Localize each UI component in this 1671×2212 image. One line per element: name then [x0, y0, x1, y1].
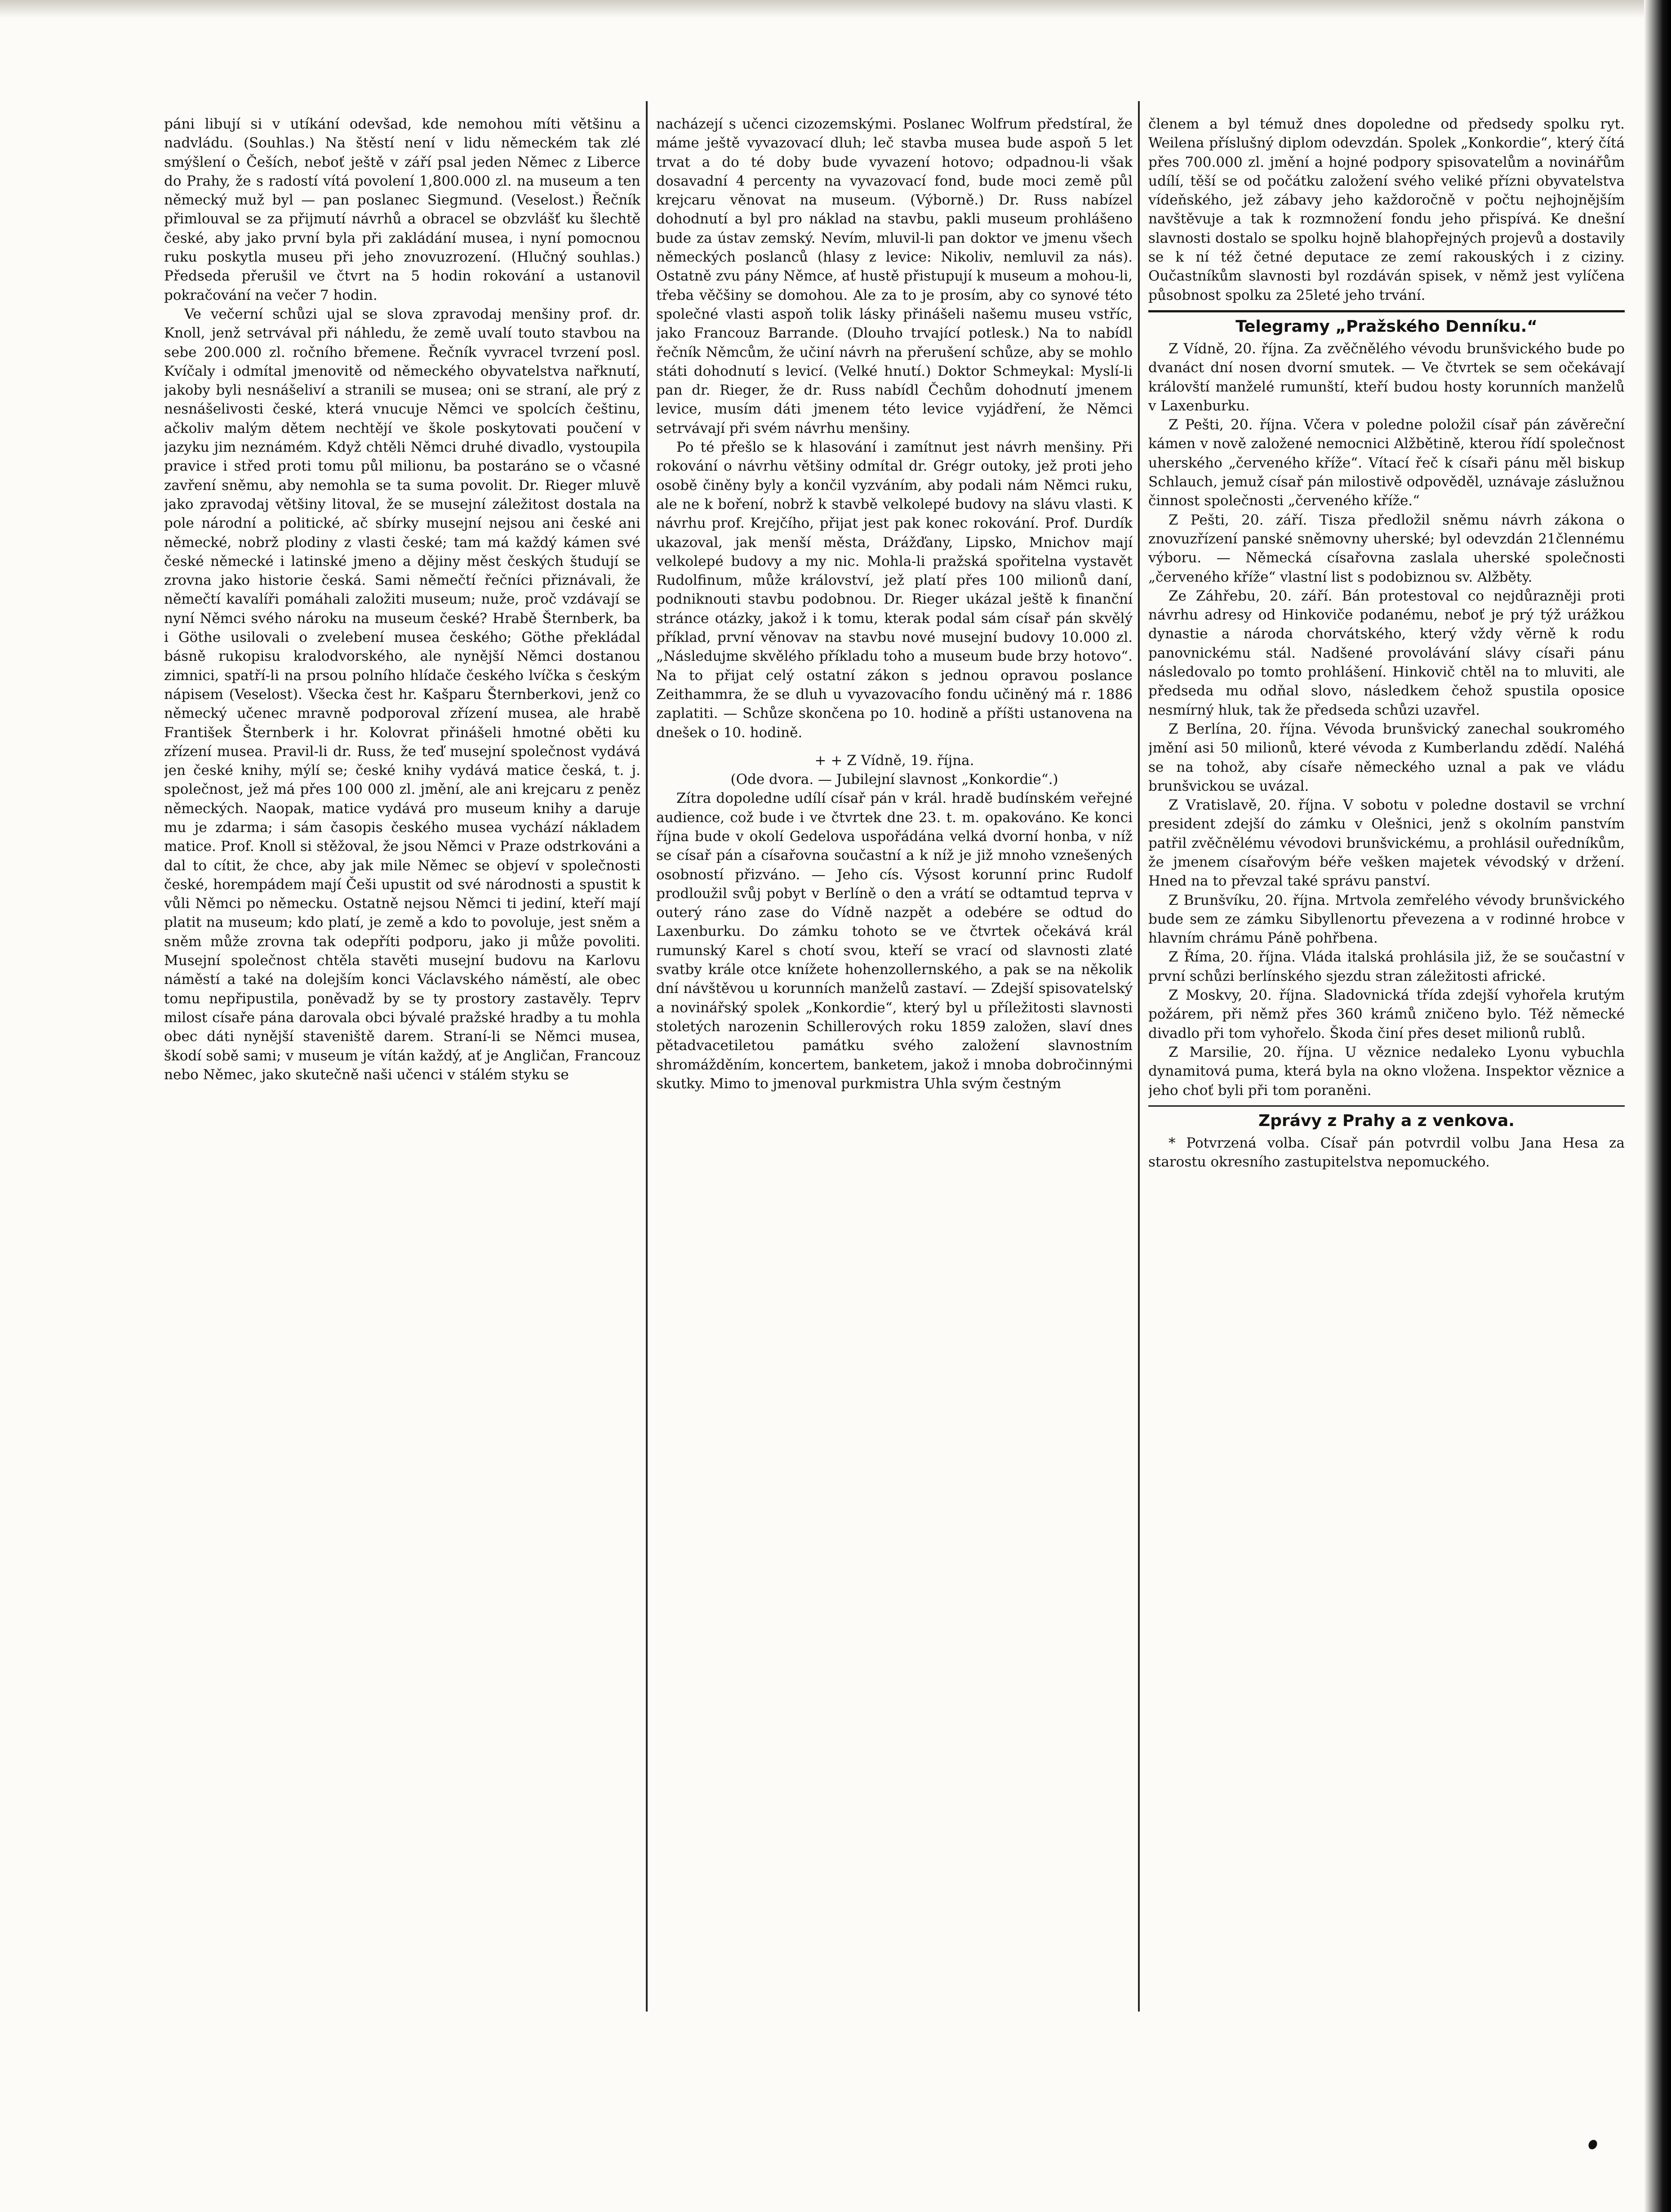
article-paragraph: Ve večerní schůzi ujal se slova zpravodaj menšiny prof. dr. Knoll, jenž setrvával při náhledu, že země uvalí touto stavbou na sebe 200.000 zl. ročního břemene. Řečník vyvracel tvrzení posl. Kvíčaly i odmítal jmenovitě od německého obyvatelstva nařknutí, jakoby byli nesnášeliví a stranili se musea; oni se straní, ale prý z nesnášelivosti české, která vnucuje Němci ve spolcích češtinu, ačkoliv malým dětem nechtějí ve škole poskytovati poučení v jazyku jim neznámém. Když chtěli Němci druhé divadlo, vystoupila pravice i střed proti tomu půl milionu, ba postaráno se o včasné zavření sněmu, aby nemohla se ta suma povolit. Dr. Rieger mluvě jako zpravodaj většiny litoval, že se musejní záležitost dostala na pole národní a politické, ač sbírky musejní nejsou ani české ani německé, nobrž plodiny z vlasti české; tam má každý kámen své české německé i latinské jmeno a dějiny měst českých študují se zrovna jako historie česká. Sami němečtí řečníci přiznávali, že němečtí kavalíři pomáhali založiti museum; nuže, proč vzdávají se nyní Němci svého nároku na museum české? Hrabě Šternberk, ba i Göthe usilovali o zvelebení musea českého; Göthe překládal básně rukopisu kralodvorského, ale nynější Němci dostanou zimnici, spatří-li na prsou polního hlídače českého lvíčka s českým nápisem (Veselost). Všecka čest hr. Kašparu Šternberkovi, jenž co německý učenec mravně podporoval zřízení musea, ale hrabě František Šternberk i hr. Kolovrat přinášeli hmotné oběti ku zřízení musea. Pravil-li dr. Russ, že teď musejní společnost vydává jen české knihy, mýlí se; české knihy vydává matice česká, t. j. společnost, jež má přes 100 000 zl. jmění, ale ani krejcaru z peněz německých. Naopak, matice vydává pro museum knihy a daruje mu je zdarma; i sám časopis českého musea vychází nákladem matice. Prof. Knoll si stěžoval, že jsou Němci v Praze odstrkováni a dal to cítit, že chce, aby jak mile Němec se objeví v společnosti české, horempádem mají Češi upustit od své národnosti a spustit k vůli Němci po německu. Ostatně nejsou Němci ti jediní, kteří mají platit na museum; kdo platí, je země a kdo to povoluje, jest sněm a sněm může zrovna tak odepříti podporu, jako ji může povoliti. Musejní společnost chtěla stavěti musejní budovu na Karlovu náměstí a také na dolejším konci Václavského náměstí, ale obec tomu nepřipustila, poněvadž by se ty prostory zastavěly. Teprv milost císaře pána darovala obci bývalé pražské hradby a tu mohla obec dáti nynější staveniště darem. Straní-li se Němci musea, škodí sobě sami; v museum je vítán každý, ať je Angličan, Francouz nebo Němec, jako skutečně naši učenci v stálém styku se [164, 306, 640, 1083]
article-paragraph: Zítra dopoledne udílí císař pán v král. hradě budínském veřejné audience, což bude i ve čtvrtek dne 23. t. m. opakováno. Ke konci října bude v okolí Gedelova uspořádána velká dvorní honba, v níž se císař pán a císařovna součastní a k níž je již mnoho vznešených osobností přizváno. — Jeho cís. Výsost korunní princ Rudolf prodloužil svůj pobyt v Berlíně o den a vrátí se odtamtud teprva v outerý ráno zase do Vídně nazpět a odebére se odtud do Laxenburku. Do zámku tohoto se ve čtvrtek očekává král rumunský Karel s chotí svou, kteří se vrací od slavnosti zlaté svatby krále otce knížete hohenzollernského, a pak se na několik dní návštěvou u korunních manželů zastaví. — Zdejší spisovatelský a novinářský spolek „Konkordie“, který byl u příležitosti slavnosti stoletých narozenin Schillerových roku 1859 založen, slaví dnes pětadvacetiletou památku svého založení slavnostním shromážděním, koncertem, banketem, jakož i mnoba dobročinnými skutky. Mimo to jmenoval purkmistra Uhla svým čestným [656, 790, 1133, 1092]
article-paragraph: páni libují si v utíkání odevšad, kde nemohou míti většinu a nadvládu. (Souhlas.) Na štěstí není v lidu německém tak zlé smýšlení o Češích, neboť ještě v září psal jeden Němec z Liberce do Prahy, že s radostí vítá povolení 1,800.000 zl. na museum a ten německý muž byl — pan poslanec Siegmund. (Veselost.) Řečník přimlouval se za přijmutí návrhů a obracel se obzvlášť ku šlechtě české, aby jako první byla při zakládání musea, i nyní pomocnou ruku poskytla museu při jeho znovuzrození. (Hlučný souhlas.) Předseda přerušil ve čtvrt na 5 hodin rokování a ustanovil pokračování na večer 7 hodin. [164, 116, 640, 303]
telegram-item: Ze Záhřebu, 20. září. Bán protestoval co nejdůrazněji proti návrhu adresy od Hinkoviče podanému, neboť je prý týž urážkou dynastie a národa chorvátského, který vždy věrně k rodu panovnickému stál. Nadšené provolávání slávy císaři pánu následovalo po tomto prohlášení. Hinkovič chtěl na to mluviti, ale předseda mu odňal slovo, následkem čehož spustila oposice nesmírný hluk, tak že předseda schůzi uzavřel. [1148, 587, 1625, 718]
scan-edge-top [0, 0, 1671, 18]
column-3 [1148, 115, 1625, 1994]
news-item: * Potvrzená volba. Císař pán potvrdil volbu Jana Hesa za starostu okresního zastupitelstva nepomuckého. [1148, 1135, 1625, 1171]
telegram-item: Z Berlína, 20. října. Vévoda brunšvický zanechal soukromého jmění asi 50 milionů, které vévoda z Kumberlandu zdědí. Naléhá se na tohož, aby císaře německého uznal a pak ve vládu brunšvickou se uvázal. [1148, 721, 1625, 794]
telegrams-heading: Telegramy „Pražského Denníku.“ [1235, 317, 1538, 336]
article-paragraph: nacházejí s učenci cizozemskými. Poslanec Wolfrum předstíral, že máme ještě vyvazovací dluh; leč stavba musea bude aspoň 5 let trvat a do té doby bude vyvazení hotovo; odpadnou-li však dosavadní 4 percenty na vyvazovací fond, bude moci země půl krejcaru věnovat na museum. (Výborně.) Dr. Russ nabízel dohodnutí a byl pro náklad na stavbu, pakli museum prohlášeno bude za ústav zemský. Nevím, mluvil-li pan doktor ve jmenu všech německých poslanců (hlasy z levice: Nikoliv, nemluvil za nás). Ostatně zvu pány Němce, ať hustě přistupují k museum a mohou-li, třeba věčšiny se domohou. Ale za to je prosím, aby co synové této společné vlasti aspoň tolik lásky přinášeli našemu museu vstříc, jako Francouz Barrande. (Dlouho trvající potlesk.) Na to nabídl řečník Němcům, že učiní návrh na přerušení schůze, aby se mohlo státi dohodnutí s levicí. (Velké hnutí.) Doktor Schmeykal: Myslí-li pan dr. Rieger, že dr. Russ nabídl Čechům dohodnutí jmenem levice, musím dáti jmenem této levice vyjádření, že Němci setrvávají při svém návrhu menšiny. [656, 116, 1133, 436]
article-paragraph: členem a byl témuž dnes dopoledne od předsedy spolku ryt. Weilena příslušný diplom odevzdán. Spolek „Konkordie“, který čítá přes 700.000 zl. jmění a hojné podpory spisovatelům a novinářům udílí, těší se od počátku založení svého veliké přízni obyvatelstva vídeňského, jež zábavy jeho každoročně v počtu nejhojnějším navštěvuje a tak k rozmnožení fondu jeho přispívá. Ke dnešní slavnosti dostalo se spolku hojně blahopřejných projevů a dostavily se k ní též četné deputace ze zemí rakouských i z ciziny. Oučastníkům slavnosti byl rozdáván spisek, v němž jest vylíčena působnost spolku za 25leté jeho trvání. [1148, 116, 1625, 303]
ink-spot [1587, 2138, 1599, 2151]
vienna-dateline: + + Z Vídně, 19. října. [814, 752, 974, 769]
scan-edge-right [1644, 0, 1671, 2212]
telegram-item: Z Pešti, 20. září. Tisza předložil sněmu návrh zákona o znovuzřízení panské sněmovny uherské; byl odevzdán 21člennému výboru. — Německá císařovna zaslala uherské společnosti „červeného kříže“ vlastní list s podobiznou sv. Alžběty. [1148, 512, 1625, 585]
column-2 [656, 115, 1133, 1994]
telegram-item: Z Brunšvíku, 20. října. Mrtvola zemřelého vévody brunšvického bude sem ze zámku Sibyllenortu převezena a v rodinné hrobce v hlavním chrámu Páně pohřbena. [1148, 892, 1625, 947]
section-divider [1148, 310, 1625, 312]
column-rule-left [646, 101, 648, 2012]
telegram-item: Z Vídně, 20. října. Za zvěčnělého vévodu brunšvického bude po dvanáct dní nosen dvorní smutek. — Ve čtvrtek se sem očekávají královští manželé rumunští, kteří budou hosty korunních manželů v Laxenburku. [1148, 340, 1625, 414]
column-1 [164, 115, 640, 1994]
court-subheading: (Ode dvora. — Jubilejní slavnost „Konkordie“.) [730, 771, 1058, 788]
article-paragraph: Po té přešlo se k hlasování i zamítnut jest návrh menšiny. Při rokování o návrhu většiny odmítal dr. Grégr outoky, jež proti jeho osobě činěny byly a končil vyzváním, aby podali nám Němci ruku, ale ne k boření, nobrž k stavbě velkolepé budovy na slávu vlasti. K návrhu prof. Krejčího, přijat jest pak konec rokování. Prof. Durdík ukazoval, jak menší města, Drážďany, Lipsko, Mnichov mají velkolepé budovy a my nic. Mohla-li pražská spořitelna vystavět Rudolfinum, může království, jež platí přes 100 milionů daní, podniknouti stavbu podobnou. Dr. Rieger ukázal ještě k finanční stránce otázky, jakož i k tomu, kterak podal sám císař pán skvělý příklad, první věnovav na stavbu nové musejní budovy 10.000 zl. „Následujme skvělého příkladu toho a museum bude brzy hotovo“. Na to přijat celý ostatní zákon s jednou opravou poslance Zeithammra, že se dluh u vyvazovacího fondu učiněný má r. 1886 zaplatiti. — Schůze skončena po 10. hodině a příšti ustanovena na dnešek o 10. hodině. [656, 439, 1133, 741]
telegram-item: Z Moskvy, 20. října. Sladovnická třída zdejší vyhořela krutým požárem, při němž přes 360 krámů zničeno bylo. Též německé divadlo při tom vyhořelo. Škoda činí přes deset milionů rublů. [1148, 987, 1625, 1041]
section-divider [1148, 1105, 1625, 1107]
telegram-item: Z Pešti, 20. října. Včera v poledne položil císař pán závěreční kámen v nově založené nemocnici Alžbětině, kterou řídí společnost uherského „červeného kříže“. Vítací řeč k císaři pánu měl biskup Schlauch, jemuž císař pán milostivě odpověděl, uznávaje záslužnou činnost společnosti „červeného kříže.“ [1148, 417, 1625, 509]
telegram-item: Z Marsilie, 20. října. U věznice nedaleko Lyonu vybuchla dynamitová puma, která byla na okno vložena. Inspektor věznice a jeho choť byli při tom poraněni. [1148, 1044, 1625, 1099]
news-heading: Zprávy z Prahy a z venkova. [1258, 1111, 1515, 1130]
telegram-item: Z Říma, 20. října. Vláda italská prohlásila již, že se součastní v první schůzi berlínského sjezdu stran záležitosti africké. [1148, 949, 1625, 984]
column-rule-right [1138, 101, 1140, 2012]
telegram-item: Z Vratislavě, 20. října. V sobotu v poledne dostavil se vrchní president zdejší do zámku v Olešnici, jenž s okolním panstvím patřil zvěčnělému vévodovi brunšvickému, a prohlásil ouředníkům, že jmenem císařovým béře vešken majetek vévodský v držení. Hned na to převzal také správu panství. [1148, 797, 1625, 890]
spacer [656, 742, 1133, 751]
